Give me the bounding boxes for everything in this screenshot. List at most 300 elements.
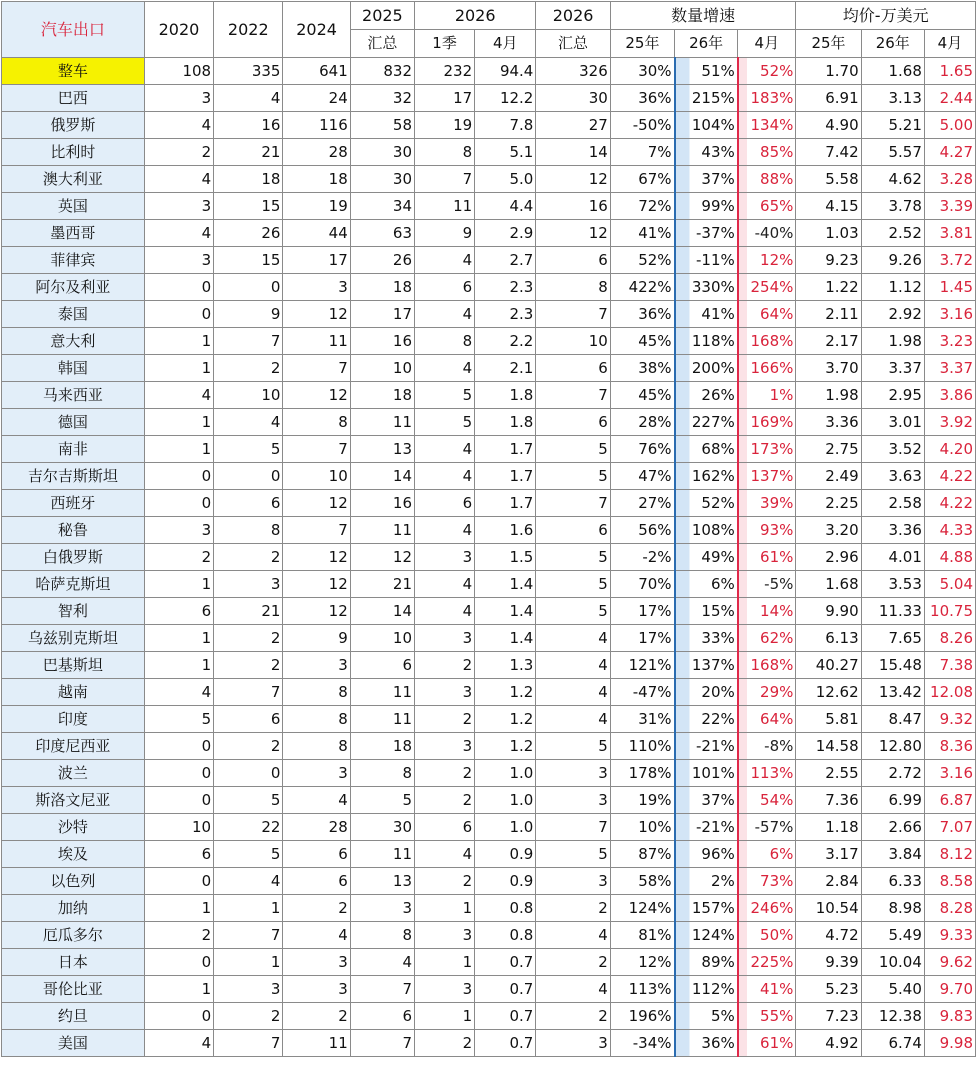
table-cell: 5	[536, 544, 610, 571]
table-cell: 5	[214, 436, 283, 463]
table-cell: 19	[283, 193, 350, 220]
table-cell: 3.52	[861, 436, 924, 463]
table-cell: 0	[214, 274, 283, 301]
growth-26-cell: -37%	[675, 220, 738, 247]
table-cell: 3.36	[861, 517, 924, 544]
country-name: 厄瓜多尔	[2, 922, 145, 949]
table-cell: 4	[536, 679, 610, 706]
table-cell: 26	[214, 220, 283, 247]
growth-26-cell: 2%	[675, 868, 738, 895]
table-cell: 10	[350, 625, 414, 652]
col-header-2025-total: 汇总	[350, 30, 414, 58]
table-cell: 4	[214, 409, 283, 436]
table-cell: 3	[415, 679, 475, 706]
growth-26-cell: 157%	[675, 895, 738, 922]
table-cell: 7.23	[796, 1003, 861, 1030]
table-cell: 4	[144, 382, 213, 409]
table-cell: 2.75	[796, 436, 861, 463]
table-cell: 6.13	[796, 625, 861, 652]
table-row	[2, 679, 976, 706]
price-apr-cell: 7.38	[924, 652, 975, 679]
table-cell: 12	[283, 571, 350, 598]
table-cell: 8	[350, 922, 414, 949]
table-cell: 9	[214, 301, 283, 328]
table-cell: 3	[214, 571, 283, 598]
table-cell: 2.3	[475, 301, 536, 328]
table-cell: 7	[283, 517, 350, 544]
table-cell: 3	[415, 976, 475, 1003]
table-row	[2, 166, 976, 193]
table-cell: 4	[350, 949, 414, 976]
table-cell: 11	[350, 517, 414, 544]
table-cell: 1.18	[796, 814, 861, 841]
price-apr-cell: 1.65	[924, 58, 975, 85]
table-cell: 8	[415, 139, 475, 166]
growth-26-cell: 22%	[675, 706, 738, 733]
table-cell: 5.58	[796, 166, 861, 193]
table-cell: 4	[283, 787, 350, 814]
price-apr-cell: 10.75	[924, 598, 975, 625]
table-cell: 44	[283, 220, 350, 247]
table-cell: 2.55	[796, 760, 861, 787]
table-cell: 8	[415, 328, 475, 355]
table-cell: 6	[214, 706, 283, 733]
table-cell: 17	[350, 301, 414, 328]
table-cell: 16	[350, 328, 414, 355]
table-cell: 2	[144, 139, 213, 166]
col-header-growth-25: 25年	[610, 30, 674, 58]
table-cell: 18	[214, 166, 283, 193]
table-cell: 2.2	[475, 328, 536, 355]
growth-apr-cell: -40%	[738, 220, 796, 247]
country-name: 澳大利亚	[2, 166, 145, 193]
col-header-growth-26: 26年	[675, 30, 738, 58]
table-row	[2, 652, 976, 679]
table-cell: 2	[536, 895, 610, 922]
table-cell: 1.6	[475, 517, 536, 544]
table-cell: 832	[350, 58, 414, 85]
table-cell: 1.0	[475, 787, 536, 814]
table-cell: 7	[350, 976, 414, 1003]
table-cell: 6	[536, 517, 610, 544]
price-apr-cell: 3.16	[924, 301, 975, 328]
table-cell: 7.36	[796, 787, 861, 814]
table-row	[2, 301, 976, 328]
price-apr-cell: 7.07	[924, 814, 975, 841]
growth-apr-cell: 65%	[738, 193, 796, 220]
table-cell: 1.98	[796, 382, 861, 409]
growth-apr-cell: 64%	[738, 301, 796, 328]
growth-26-cell: 99%	[675, 193, 738, 220]
growth-26-cell: 20%	[675, 679, 738, 706]
country-name: 以色列	[2, 868, 145, 895]
table-cell: 19	[415, 112, 475, 139]
table-cell: 2.72	[861, 760, 924, 787]
table-cell: 3	[536, 868, 610, 895]
table-cell: 108	[144, 58, 213, 85]
country-name: 巴西	[2, 85, 145, 112]
table-cell: 1	[214, 895, 283, 922]
table-cell: 0	[144, 301, 213, 328]
table-cell: 6.91	[796, 85, 861, 112]
table-row	[2, 625, 976, 652]
price-apr-cell: 2.44	[924, 85, 975, 112]
table-cell: 2	[214, 355, 283, 382]
price-apr-cell: 9.70	[924, 976, 975, 1003]
table-cell: 15	[214, 193, 283, 220]
table-cell: 9.26	[861, 247, 924, 274]
growth-apr-cell: 61%	[738, 1030, 796, 1057]
country-name: 吉尔吉斯斯坦	[2, 463, 145, 490]
table-cell: 3	[144, 517, 213, 544]
table-cell: 13	[350, 868, 414, 895]
country-name: 秘鲁	[2, 517, 145, 544]
table-cell: 21	[214, 598, 283, 625]
growth-26-cell: -11%	[675, 247, 738, 274]
price-apr-cell: 4.27	[924, 139, 975, 166]
table-row	[2, 220, 976, 247]
table-cell: 5.81	[796, 706, 861, 733]
table-cell: 6	[144, 598, 213, 625]
table-cell: 1.4	[475, 598, 536, 625]
growth-26-cell: 51%	[675, 58, 738, 85]
table-cell: 2	[536, 1003, 610, 1030]
table-cell: 5.57	[861, 139, 924, 166]
col-header-2022: 2022	[214, 2, 283, 58]
table-cell: 31%	[610, 706, 674, 733]
table-cell: 5	[536, 436, 610, 463]
country-name: 印度	[2, 706, 145, 733]
col-header-price-apr: 4月	[924, 30, 975, 58]
price-apr-cell: 9.33	[924, 922, 975, 949]
table-cell: 12	[283, 490, 350, 517]
table-cell: 2.84	[796, 868, 861, 895]
table-cell: 14.58	[796, 733, 861, 760]
table-cell: 47%	[610, 463, 674, 490]
table-cell: 27	[536, 112, 610, 139]
table-cell: 6	[283, 868, 350, 895]
growth-apr-cell: 113%	[738, 760, 796, 787]
price-apr-cell: 3.39	[924, 193, 975, 220]
table-cell: 26	[350, 247, 414, 274]
table-cell: 6	[350, 1003, 414, 1030]
table-cell: 2	[144, 922, 213, 949]
table-cell: 5	[214, 787, 283, 814]
table-cell: 3	[415, 733, 475, 760]
table-cell: 5	[415, 382, 475, 409]
table-cell: 4	[144, 1030, 213, 1057]
table-cell: 1.68	[861, 58, 924, 85]
table-cell: 0	[144, 733, 213, 760]
col-header-2025: 2025	[350, 2, 414, 30]
table-cell: 7	[283, 355, 350, 382]
table-cell: 5.1	[475, 139, 536, 166]
price-apr-cell: 8.12	[924, 841, 975, 868]
table-cell: 2	[214, 544, 283, 571]
growth-apr-cell: 39%	[738, 490, 796, 517]
growth-apr-cell: 61%	[738, 544, 796, 571]
table-cell: 67%	[610, 166, 674, 193]
table-row	[2, 490, 976, 517]
table-row	[2, 517, 976, 544]
table-cell: 4.90	[796, 112, 861, 139]
table-cell: 116	[283, 112, 350, 139]
growth-apr-cell: 73%	[738, 868, 796, 895]
table-row	[2, 463, 976, 490]
country-name: 越南	[2, 679, 145, 706]
table-cell: 4	[415, 463, 475, 490]
table-cell: 2	[415, 706, 475, 733]
table-cell: 1	[214, 949, 283, 976]
table-cell: 4.92	[796, 1030, 861, 1057]
table-cell: 10%	[610, 814, 674, 841]
table-cell: 3.37	[861, 355, 924, 382]
table-cell: 40.27	[796, 652, 861, 679]
price-apr-cell: 3.37	[924, 355, 975, 382]
table-cell: 1	[144, 652, 213, 679]
table-cell: 5	[536, 733, 610, 760]
table-cell: 17	[415, 85, 475, 112]
table-cell: 16	[536, 193, 610, 220]
table-cell: 12	[536, 166, 610, 193]
table-row	[2, 409, 976, 436]
table-cell: 14	[536, 139, 610, 166]
table-cell: 422%	[610, 274, 674, 301]
table-cell: 5.23	[796, 976, 861, 1003]
table-cell: 9	[415, 220, 475, 247]
table-cell: 12.2	[475, 85, 536, 112]
price-apr-cell: 5.04	[924, 571, 975, 598]
country-name: 乌兹别克斯坦	[2, 625, 145, 652]
table-cell: 1.7	[475, 436, 536, 463]
growth-26-cell: 68%	[675, 436, 738, 463]
table-cell: 0.9	[475, 841, 536, 868]
table-body	[2, 58, 976, 1057]
col-header-2024: 2024	[283, 2, 350, 58]
table-cell: 1.2	[475, 706, 536, 733]
table-cell: 30	[350, 814, 414, 841]
growth-apr-cell: 173%	[738, 436, 796, 463]
table-cell: 1	[144, 625, 213, 652]
table-cell: 3	[415, 922, 475, 949]
table-cell: 4	[536, 706, 610, 733]
table-cell: 4.4	[475, 193, 536, 220]
table-row	[2, 247, 976, 274]
table-cell: 2	[214, 652, 283, 679]
table-row	[2, 571, 976, 598]
table-cell: 1.12	[861, 274, 924, 301]
table-cell: 1	[144, 409, 213, 436]
table-cell: 87%	[610, 841, 674, 868]
table-cell: 4	[415, 841, 475, 868]
country-name: 比利时	[2, 139, 145, 166]
table-cell: 4	[415, 355, 475, 382]
table-cell: 12.62	[796, 679, 861, 706]
table-cell: 2	[214, 625, 283, 652]
country-name: 加纳	[2, 895, 145, 922]
table-row	[2, 436, 976, 463]
table-cell: 6	[536, 247, 610, 274]
table-row	[2, 976, 976, 1003]
country-name: 泰国	[2, 301, 145, 328]
table-cell: 4	[283, 922, 350, 949]
growth-apr-cell: 1%	[738, 382, 796, 409]
col-header-growth: 数量增速	[610, 2, 796, 30]
table-cell: 4	[144, 166, 213, 193]
table-row	[2, 787, 976, 814]
country-name: 阿尔及利亚	[2, 274, 145, 301]
growth-apr-cell: 50%	[738, 922, 796, 949]
country-name: 英国	[2, 193, 145, 220]
growth-26-cell: -21%	[675, 733, 738, 760]
table-row-total	[2, 58, 976, 85]
table-row	[2, 868, 976, 895]
table-cell: 81%	[610, 922, 674, 949]
table-cell: 8	[283, 706, 350, 733]
growth-apr-cell: 254%	[738, 274, 796, 301]
table-cell: 3	[144, 85, 213, 112]
country-name: 西班牙	[2, 490, 145, 517]
table-cell: 4	[144, 112, 213, 139]
table-cell: 8	[283, 733, 350, 760]
table-cell: 2.49	[796, 463, 861, 490]
table-cell: 8	[536, 274, 610, 301]
table-cell: 18	[350, 382, 414, 409]
country-name: 美国	[2, 1030, 145, 1057]
table-cell: 2.11	[796, 301, 861, 328]
growth-apr-cell: 41%	[738, 976, 796, 1003]
table-cell: 3	[214, 976, 283, 1003]
growth-apr-cell: 12%	[738, 247, 796, 274]
table-cell: 0	[144, 274, 213, 301]
table-cell: 12.80	[861, 733, 924, 760]
table-cell: 7	[214, 922, 283, 949]
country-name: 波兰	[2, 760, 145, 787]
table-cell: 30%	[610, 58, 674, 85]
growth-apr-cell: 14%	[738, 598, 796, 625]
table-cell: 1	[144, 976, 213, 1003]
growth-apr-cell: 55%	[738, 1003, 796, 1030]
table-cell: 1.8	[475, 409, 536, 436]
price-apr-cell: 3.16	[924, 760, 975, 787]
table-cell: 7.65	[861, 625, 924, 652]
table-cell: 0.7	[475, 1003, 536, 1030]
table-cell: 7	[350, 1030, 414, 1057]
table-cell: 1.5	[475, 544, 536, 571]
table-cell: 1	[144, 571, 213, 598]
growth-26-cell: 5%	[675, 1003, 738, 1030]
growth-apr-cell: 183%	[738, 85, 796, 112]
table-cell: 3	[536, 1030, 610, 1057]
table-cell: 18	[350, 274, 414, 301]
table-cell: 2	[214, 1003, 283, 1030]
growth-apr-cell: 134%	[738, 112, 796, 139]
col-header-growth-apr: 4月	[738, 30, 796, 58]
price-apr-cell: 4.22	[924, 490, 975, 517]
table-cell: 4	[214, 85, 283, 112]
table-cell: 1.70	[796, 58, 861, 85]
country-name: 印度尼西亚	[2, 733, 145, 760]
table-cell: 0	[144, 949, 213, 976]
country-name: 智利	[2, 598, 145, 625]
table-cell: 326	[536, 58, 610, 85]
table-cell: 2.3	[475, 274, 536, 301]
table-cell: 1.03	[796, 220, 861, 247]
growth-26-cell: 112%	[675, 976, 738, 1003]
table-cell: 10	[214, 382, 283, 409]
country-name: 埃及	[2, 841, 145, 868]
table-cell: 2.7	[475, 247, 536, 274]
table-cell: 7	[415, 166, 475, 193]
table-cell: 28	[283, 139, 350, 166]
table-cell: 30	[536, 85, 610, 112]
table-cell: 11	[350, 841, 414, 868]
table-cell: 113%	[610, 976, 674, 1003]
growth-26-cell: 215%	[675, 85, 738, 112]
growth-apr-cell: 29%	[738, 679, 796, 706]
country-name: 俄罗斯	[2, 112, 145, 139]
table-row	[2, 706, 976, 733]
col-header-price-25: 25年	[796, 30, 861, 58]
growth-26-cell: 37%	[675, 166, 738, 193]
table-cell: 7.42	[796, 139, 861, 166]
country-name: 斯洛文尼亚	[2, 787, 145, 814]
country-name: 菲律宾	[2, 247, 145, 274]
country-name: 南非	[2, 436, 145, 463]
table-cell: 6.33	[861, 868, 924, 895]
table-cell: 10.54	[796, 895, 861, 922]
table-cell: 12	[283, 301, 350, 328]
price-apr-cell: 3.72	[924, 247, 975, 274]
table-cell: 4	[536, 625, 610, 652]
table-row	[2, 949, 976, 976]
table-cell: 17	[283, 247, 350, 274]
table-cell: 3	[536, 760, 610, 787]
table-cell: 6	[415, 814, 475, 841]
table-cell: 121%	[610, 652, 674, 679]
table-row	[2, 139, 976, 166]
table-cell: 1	[415, 895, 475, 922]
growth-apr-cell: 246%	[738, 895, 796, 922]
table-cell: 18	[283, 166, 350, 193]
table-cell: 8	[214, 517, 283, 544]
table-cell: 3.20	[796, 517, 861, 544]
growth-26-cell: 37%	[675, 787, 738, 814]
table-cell: 5.49	[861, 922, 924, 949]
table-cell: 1.0	[475, 760, 536, 787]
table-row	[2, 193, 976, 220]
growth-apr-cell: -5%	[738, 571, 796, 598]
price-apr-cell: 12.08	[924, 679, 975, 706]
table-cell: 3	[283, 976, 350, 1003]
table-cell: 2	[415, 652, 475, 679]
table-row	[2, 328, 976, 355]
growth-26-cell: 96%	[675, 841, 738, 868]
table-cell: 1	[415, 1003, 475, 1030]
table-row	[2, 544, 976, 571]
table-cell: 8	[283, 679, 350, 706]
table-cell: 0	[144, 463, 213, 490]
country-name: 哥伦比亚	[2, 976, 145, 1003]
table-cell: 14	[350, 463, 414, 490]
table-cell: 16	[214, 112, 283, 139]
table-cell: 1.2	[475, 679, 536, 706]
growth-26-cell: 49%	[675, 544, 738, 571]
table-cell: -47%	[610, 679, 674, 706]
table-cell: 3	[144, 247, 213, 274]
header-row-top	[2, 2, 976, 30]
growth-apr-cell: 54%	[738, 787, 796, 814]
